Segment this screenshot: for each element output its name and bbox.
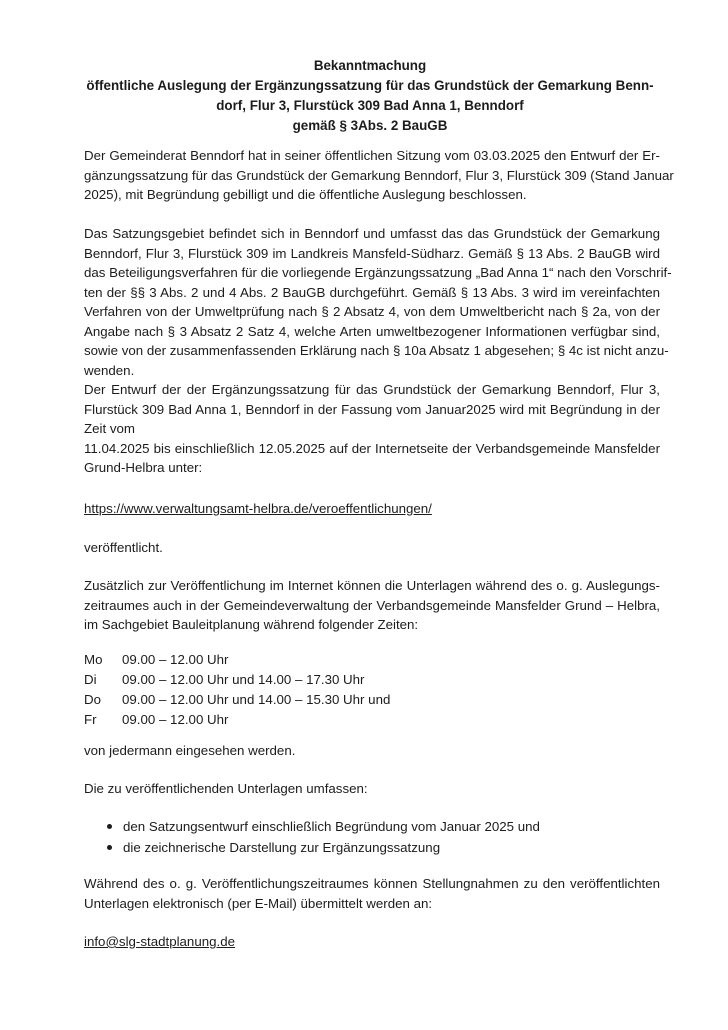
text-line: Das Satzungsgebiet befindet sich in Benndorf und umfasst das das Grundstück der Gemarkung [84,226,660,241]
text-line: Flurstück 309 Bad Anna 1, Benndorf in der Fassung vom Januar2025 wird mit Begründung in der [84,401,660,417]
hours-row-di [84,670,660,690]
header-legal-basis: gemäß § 3Abs. 2 BauGB [292,118,448,133]
list-item-text: die zeichnerische Darstellung zur Ergänzungssatzung [123,839,441,855]
hours-time: 09.00 – 12.00 Uhr [122,652,229,668]
text-line: Benndorf, Flur 3, Flurstück 309 im Landkreis Mansfeld-Südharz. Gemäß § 13 Abs. 2 BauGB wird [84,245,660,261]
text-line: 11.04.2025 bis einschließlich 12.05.2025 auf der Internetseite der Verbandsgemeinde Mansfelder [84,440,660,456]
text-line: Unterlagen elektronisch (per E-Mail) übermittelt werden an: [84,895,433,911]
opening-hours [84,650,660,730]
paragraph-draft-publication [84,380,660,478]
text-line: sowie von der zusammenfassenden Erklärung nach § 10a Absatz 1 abgesehen; § 4c ist nicht anzu- [84,343,669,358]
hours-row-fr [84,710,660,730]
documents-list [84,816,660,858]
list-item [84,816,660,837]
text-line: gänzungssatzung für das Grundstück der Gemarkung Benndorf, Flur 3, Flurstück 309 (Stand Januar [84,167,674,183]
hours-day: Mo [84,652,103,668]
document-header [80,56,660,136]
header-subject-line-2: dorf, Flur 3, Flurstück 309 Bad Anna 1, Benndorf [216,98,524,113]
hours-time: 09.00 – 12.00 Uhr und 14.00 – 15.30 Uhr und [122,692,391,708]
header-subject-line-1: öffentliche Auslegung der Ergänzungssatzung für das Grundstück der Gemarkung Benn- [86,78,654,93]
text-line: zeitraumes auch in der Gemeindeverwaltung der Verbandsgemeinde Mansfelder Grund – Helbra, [84,597,660,613]
hours-row-do [84,690,660,710]
published-text: veröffentlicht. [84,540,163,555]
email-link[interactable]: info@slg-stadtplanung.de [84,934,235,949]
paragraph-statute-area [84,224,672,380]
hours-day: Do [84,692,101,708]
hours-row-mo [84,650,660,670]
hours-day: Di [84,672,97,688]
text-line: Verfahren von der Umweltprüfung nach § 2 Absatz 4, von dem Umweltbericht nach § 2a, von der [84,304,660,319]
publication-link[interactable]: https://www.verwaltungsamt-helbra.de/veroeffentlichungen/ [84,501,432,516]
text-line: 2025), mit Begründung gebilligt und die öffentliche Auslegung beschlossen. [84,187,527,202]
text-line: Grund-Helbra unter: [84,460,203,475]
text-line: ten der §§ 3 Abs. 2 und 4 Abs. 2 BauGB durchgeführt. Gemäß § 13 Abs. 3 wird im vereinfachten [84,284,660,300]
publication-link-row [84,499,660,519]
inspection-text: von jedermann eingesehen werden. [84,743,296,758]
list-item-text: den Satzungsentwurf einschließlich Begründung vom Januar 2025 und [123,818,540,834]
text-line: Zusätzlich zur Veröffentlichung im Internet können die Unterlagen während des o. g. Auslegungs- [84,578,660,593]
hours-time: 09.00 – 12.00 Uhr [122,712,229,728]
documents-intro: Die zu veröffentlichenden Unterlagen umfassen: [84,781,368,796]
email-row [84,932,660,952]
bullet-icon [107,845,112,850]
text-line: Zeit vom [84,421,135,436]
text-line: Während des o. g. Veröffentlichungszeitraumes können Stellungnahmen zu den veröffentlichten [84,876,660,891]
hours-day: Fr [84,712,97,728]
text-line: wenden. [84,362,135,378]
hours-time: 09.00 – 12.00 Uhr und 14.00 – 17.30 Uhr [122,672,365,688]
text-line: im Sachgebiet Bauleitplanung während folgender Zeiten: [84,617,419,632]
bullet-icon [107,824,112,829]
text-line: Der Entwurf der der Ergänzungssatzung für das Grundstück der Gemarkung Benndorf, Flur 3, [84,382,660,397]
documents-list-container [84,816,660,858]
text-line: Angabe nach § 3 Absatz 2 Satz 4, welche Arten umweltbezogener Informationen verfügbar sind, [84,323,660,339]
text-line: Der Gemeinderat Benndorf hat in seiner öffentlichen Sitzung vom 03.03.2025 den Entwurf der Er- [84,148,660,163]
header-title: Bekanntmachung [313,58,427,73]
list-item [84,837,660,858]
text-line: das Beteiligungsverfahren für die vorliegende Ergänzungssatzung „Bad Anna 1“ nach den Vorschrif- [84,265,672,280]
paragraph-inspection-info [84,576,660,635]
paragraph-statements [84,874,660,913]
paragraph-council-decision [84,146,674,205]
